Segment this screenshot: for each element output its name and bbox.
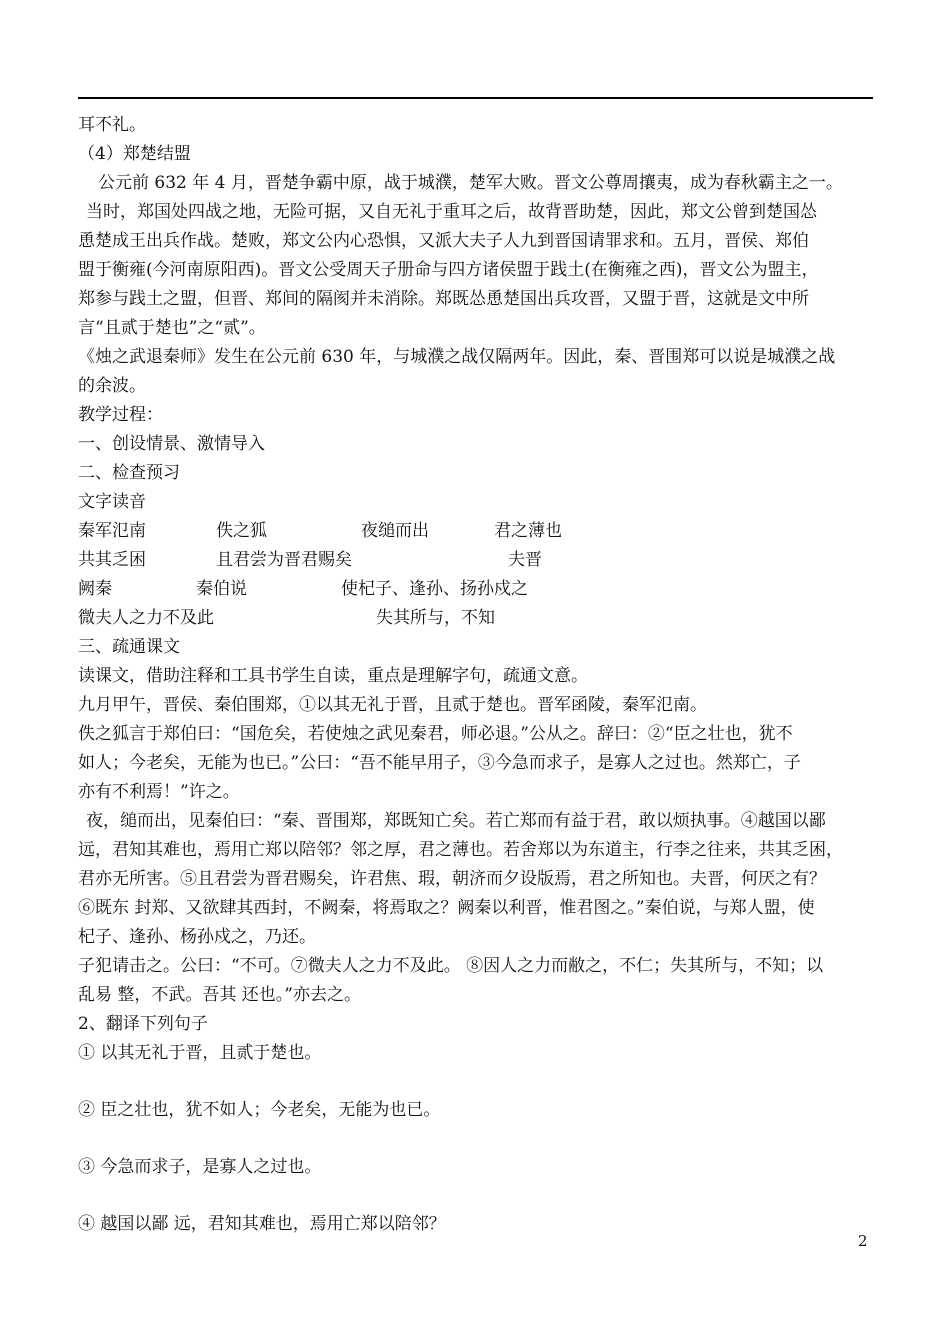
reading-row xyxy=(78,546,878,575)
translate-sentence: ① 以其无礼于晋，且贰于楚也。 xyxy=(78,1043,322,1063)
text-line: 子犯请击之。公曰：“不可。⑦微夫人之力不及此。 ⑧因人之力而敝之，不仁；失其所与，不知；以 xyxy=(78,956,824,976)
reading-term: 微夫人之力不及此 xyxy=(78,608,214,628)
reading-row xyxy=(78,604,878,633)
text-line: ⑥既东 封郑、又欲肆其西封，不阙秦，将焉取之？阙秦以利晋，惟君图之。”秦伯说，与郑人盟，使 xyxy=(78,898,815,918)
reading-table xyxy=(78,517,878,633)
page-number: 2 xyxy=(858,1232,868,1250)
section-heading: 2、翻译下列句子 xyxy=(78,1014,208,1034)
reading-term: 夜缒而出 xyxy=(361,521,429,541)
text-line: 郑参与践土之盟，但晋、郑间的隔阂并未消除。郑既怂恿楚国出兵攻晋，又盟于晋，这就是文中所 xyxy=(78,289,809,309)
translate-sentence: ④ 越国以鄙 远，君知其难也，焉用亡郑以陪邻？ xyxy=(78,1214,446,1234)
reading-term: 共其乏困 xyxy=(78,550,146,570)
text-line: 的余波。 xyxy=(78,376,146,396)
text-line: 言“且贰于楚也”之“贰”。 xyxy=(78,318,266,338)
text-line: 恿楚成王出兵作战。楚败，郑文公内心恐惧，又派大夫子人九到晋国请罪求和。五月，晋侯、郑伯 xyxy=(78,231,809,251)
text-line: 亦有不利焉！”许之。 xyxy=(78,782,240,802)
reading-term: 秦伯说 xyxy=(196,579,247,599)
text-line: 《烛之武退秦师》发生在公元前 630 年，与城濮之战仅隔两年。因此，秦、晋围郑可以说是城濮之战 xyxy=(78,347,836,367)
text-line: 公元前 632 年 4 月，晋楚争霸中原，战于城濮，楚军大败。晋文公尊周攘夷，成为春秋霸主之一。 xyxy=(98,173,843,193)
text-line: 乱易 整，不武。吾其 还也。”亦去之。 xyxy=(78,985,361,1005)
text-line: 远，君知其难也，焉用亡郑以陪邻？邻之厚，君之薄也。若舍郑以为东道主，行李之往来，共其乏困， xyxy=(78,840,843,860)
translate-sentence: ② 臣之壮也，犹不如人；今老矣，无能为也已。 xyxy=(78,1100,441,1120)
reading-term: 阙秦 xyxy=(78,579,112,599)
reading-term: 佚之狐 xyxy=(216,521,267,541)
text-line: 读课文，借助注释和工具书学生自读，重点是理解字句，疏通文意。 xyxy=(78,666,588,686)
text-line: 盟于衡雍(今河南原阳西)。晋文公受周天子册命与四方诸侯盟于践土(在衡雍之西)，晋文公为盟主， xyxy=(78,260,819,280)
text-line: 九月甲午，晋侯、秦伯围郑，①以其无礼于晋，且贰于楚也。晋军函陵，秦军氾南。 xyxy=(78,695,707,715)
text-line: 佚之狐言于郑伯曰：“国危矣，若使烛之武见秦君，师必退。”公从之。辞曰：②“臣之壮也，犹不 xyxy=(78,724,793,744)
section-heading: （4）郑楚结盟 xyxy=(78,144,191,164)
reading-row xyxy=(78,575,878,604)
header-rule xyxy=(78,97,873,99)
reading-term: 且君尝为晋君赐矣 xyxy=(216,550,352,570)
text-line: 杞子、逢孙、杨孙戍之，乃还。 xyxy=(78,927,316,947)
reading-term: 使杞子、逢孙、扬孙戍之 xyxy=(341,579,528,599)
reading-row xyxy=(78,517,878,546)
reading-term: 秦军氾南 xyxy=(78,521,146,541)
text-line: 夜，缒而出，见秦伯曰：“秦、晋围郑，郑既知亡矣。若亡郑而有益于君，敢以烦执事。④越国以鄙 xyxy=(86,811,826,831)
subsection-heading: 文字读音 xyxy=(78,492,146,512)
translate-sentence: ③ 今急而求子，是寡人之过也。 xyxy=(78,1157,322,1177)
reading-term: 夫晋 xyxy=(508,550,542,570)
section-heading: 二、检查预习 xyxy=(78,463,180,483)
text-line: 当时，郑国处四战之地，无险可据，又自无礼于重耳之后，故背晋助楚，因此，郑文公曾到楚国怂 xyxy=(86,202,817,222)
section-heading: 教学过程： xyxy=(78,405,163,425)
reading-term: 君之薄也 xyxy=(494,521,562,541)
reading-term: 失其所与，不知 xyxy=(376,608,495,628)
document-body xyxy=(78,111,878,1239)
text-line: 耳不礼。 xyxy=(78,115,146,135)
text-line: 如人；今老矣，无能为也已。”公曰：“吾不能早用子，③今急而求子，是寡人之过也。然郑亡，子 xyxy=(78,753,801,773)
section-heading: 三、疏通课文 xyxy=(78,637,180,657)
text-line: 君亦无所害。⑤且君尝为晋君赐矣，许君焦、瑕，朝济而夕设版焉，君之所知也。夫晋，何厌之有？ xyxy=(78,869,826,889)
section-heading: 一、创设情景、激情导入 xyxy=(78,434,265,454)
